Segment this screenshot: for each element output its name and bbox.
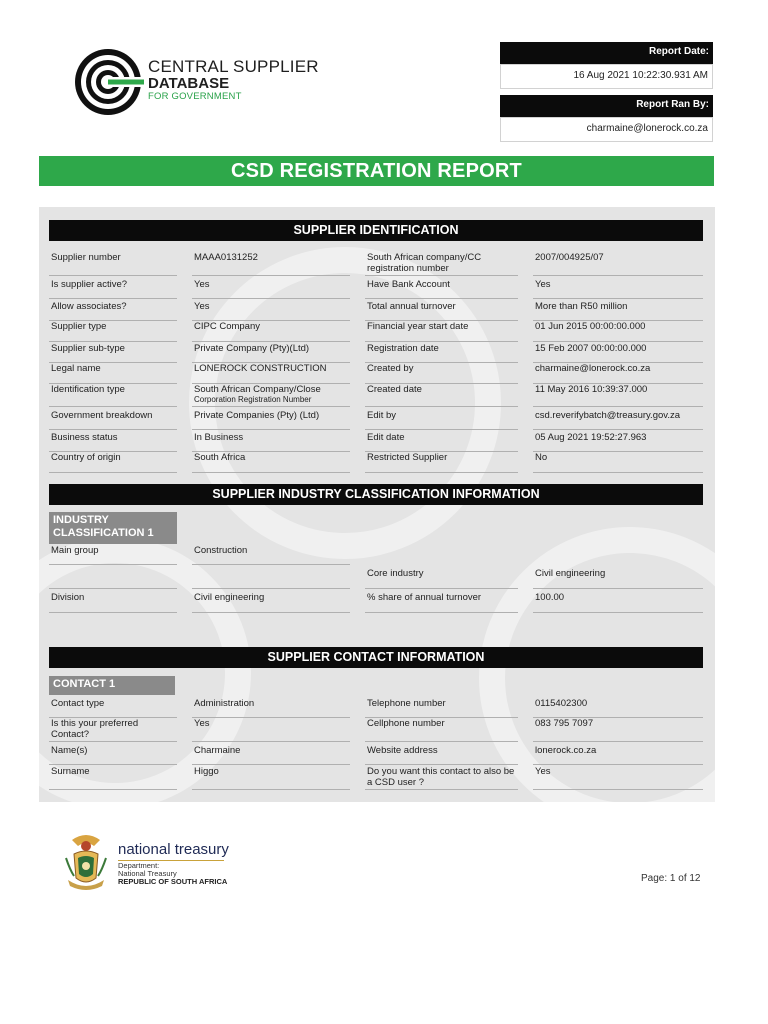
dept-line-2: National Treasury	[118, 869, 177, 878]
national-treasury-title: national treasury	[118, 841, 229, 858]
value-annual-turnover: More than R50 million	[533, 301, 703, 321]
empty-cell	[49, 568, 177, 589]
value-cellphone-number: 083 795 7097	[533, 718, 703, 742]
value-identification-type-line1: South African Company/Close	[194, 384, 321, 395]
empty-cell	[192, 568, 350, 589]
label-legal-name: Legal name	[49, 363, 177, 384]
value-division: Civil engineering	[192, 592, 350, 613]
report-date-value: 16 Aug 2021 10:22:30.931 AM	[500, 64, 713, 89]
label-division: Division	[49, 592, 177, 613]
logo-line-1: CENTRAL SUPPLIER	[148, 57, 319, 76]
label-edit-date: Edit date	[365, 432, 518, 452]
value-preferred-contact: Yes	[192, 718, 350, 742]
value-identification-type-line2: Corporation Registration Number	[194, 395, 312, 404]
label-website-address: Website address	[365, 745, 518, 765]
label-government-breakdown: Government breakdown	[49, 410, 177, 430]
report-body-panel	[39, 207, 715, 802]
industry-classification-subheading: INDUSTRY CLASSIFICATION 1	[49, 512, 177, 544]
label-financial-year-start: Financial year start date	[365, 321, 518, 342]
label-country-of-origin: Country of origin	[49, 452, 177, 473]
label-allow-associates: Allow associates?	[49, 301, 177, 321]
report-ran-by-value: charmaine@lonerock.co.za	[500, 117, 713, 142]
label-created-by: Created by	[365, 363, 518, 384]
report-date-label: Report Date:	[500, 42, 713, 64]
supplier-identification-heading: SUPPLIER IDENTIFICATION	[49, 220, 703, 241]
value-telephone-number: 0115402300	[533, 698, 703, 718]
contact-subheading: CONTACT 1	[49, 676, 175, 695]
value-financial-year-start: 01 Jun 2015 00:00:00.000	[533, 321, 703, 342]
coat-of-arms-icon	[64, 832, 108, 892]
label-supplier-number: Supplier number	[49, 252, 177, 276]
value-created-by: charmaine@lonerock.co.za	[533, 363, 703, 384]
value-core-industry: Civil engineering	[533, 568, 703, 589]
label-names: Name(s)	[49, 745, 177, 765]
national-treasury-department	[118, 862, 227, 886]
label-cellphone-number: Cellphone number	[365, 718, 518, 742]
value-bank-account: Yes	[533, 279, 703, 299]
page-number: Page: 1 of 12	[641, 873, 701, 884]
label-core-industry: Core industry	[365, 568, 518, 589]
value-edit-date: 05 Aug 2021 19:52:27.963	[533, 432, 703, 452]
value-website-address: lonerock.co.za	[533, 745, 703, 765]
logo-line-3: FOR GOVERNMENT	[148, 91, 242, 102]
value-registration-number: 2007/004925/07	[533, 252, 703, 276]
label-supplier-sub-type: Supplier sub-type	[49, 343, 177, 363]
label-csd-user: Do you want this contact to also be a CSD user ?	[365, 766, 518, 790]
dept-line-3-text: REPUBLIC OF SOUTH AFRICA	[118, 877, 228, 886]
value-allow-associates: Yes	[192, 301, 350, 321]
report-title-banner: CSD REGISTRATION REPORT	[39, 156, 714, 186]
label-registration-number: South African company/CC registration number	[365, 252, 518, 276]
value-supplier-sub-type: Private Company (Pty)(Ltd)	[192, 343, 350, 363]
value-created-date: 11 May 2016 10:39:37.000	[533, 384, 703, 407]
value-contact-type: Administration	[192, 698, 350, 718]
label-business-status: Business status	[49, 432, 177, 452]
industry-classification-heading: SUPPLIER INDUSTRY CLASSIFICATION INFORMATION	[49, 484, 703, 505]
value-legal-name: LONEROCK CONSTRUCTION	[192, 363, 350, 384]
value-supplier-active: Yes	[192, 279, 350, 299]
label-bank-account: Have Bank Account	[365, 279, 518, 299]
value-edit-by: csd.reverifybatch@treasury.gov.za	[533, 410, 703, 430]
value-restricted-supplier: No	[533, 452, 703, 473]
dept-line-3	[118, 878, 227, 886]
csd-logo-icon	[72, 46, 144, 118]
contact-information-heading: SUPPLIER CONTACT INFORMATION	[49, 647, 703, 668]
label-annual-turnover: Total annual turnover	[365, 301, 518, 321]
label-preferred-contact: Is this your preferred Contact?	[49, 718, 177, 742]
label-telephone-number: Telephone number	[365, 698, 518, 718]
value-identification-type	[192, 384, 350, 407]
label-created-date: Created date	[365, 384, 518, 407]
label-supplier-type: Supplier type	[49, 321, 177, 342]
value-registration-date: 15 Feb 2007 00:00:00.000	[533, 343, 703, 363]
value-main-group: Construction	[192, 545, 350, 565]
value-share-of-turnover: 100.00	[533, 592, 703, 613]
value-csd-user: Yes	[533, 766, 703, 790]
label-supplier-active: Is supplier active?	[49, 279, 177, 299]
value-supplier-type: CIPC Company	[192, 321, 350, 342]
label-edit-by: Edit by	[365, 410, 518, 430]
report-ran-by-header	[500, 95, 713, 142]
label-contact-type: Contact type	[49, 698, 177, 718]
label-restricted-supplier: Restricted Supplier	[365, 452, 518, 473]
value-government-breakdown: Private Companies (Pty) (Ltd)	[192, 410, 350, 430]
value-country-of-origin: South Africa	[192, 452, 350, 473]
label-surname: Surname	[49, 766, 177, 790]
label-share-of-turnover: % share of annual turnover	[365, 592, 518, 613]
report-date-header	[500, 42, 713, 89]
logo-line-2: DATABASE	[148, 75, 230, 92]
report-ran-by-label: Report Ran By:	[500, 95, 713, 117]
label-identification-type: Identification type	[49, 384, 177, 407]
value-business-status: In Business	[192, 432, 350, 452]
dept-line-1: Department:	[118, 861, 160, 870]
value-names: Charmaine	[192, 745, 350, 765]
label-main-group: Main group	[49, 545, 177, 565]
value-supplier-number: MAAA0131252	[192, 252, 350, 276]
value-surname: Higgo	[192, 766, 350, 790]
logo-text	[148, 58, 319, 103]
label-registration-date: Registration date	[365, 343, 518, 363]
